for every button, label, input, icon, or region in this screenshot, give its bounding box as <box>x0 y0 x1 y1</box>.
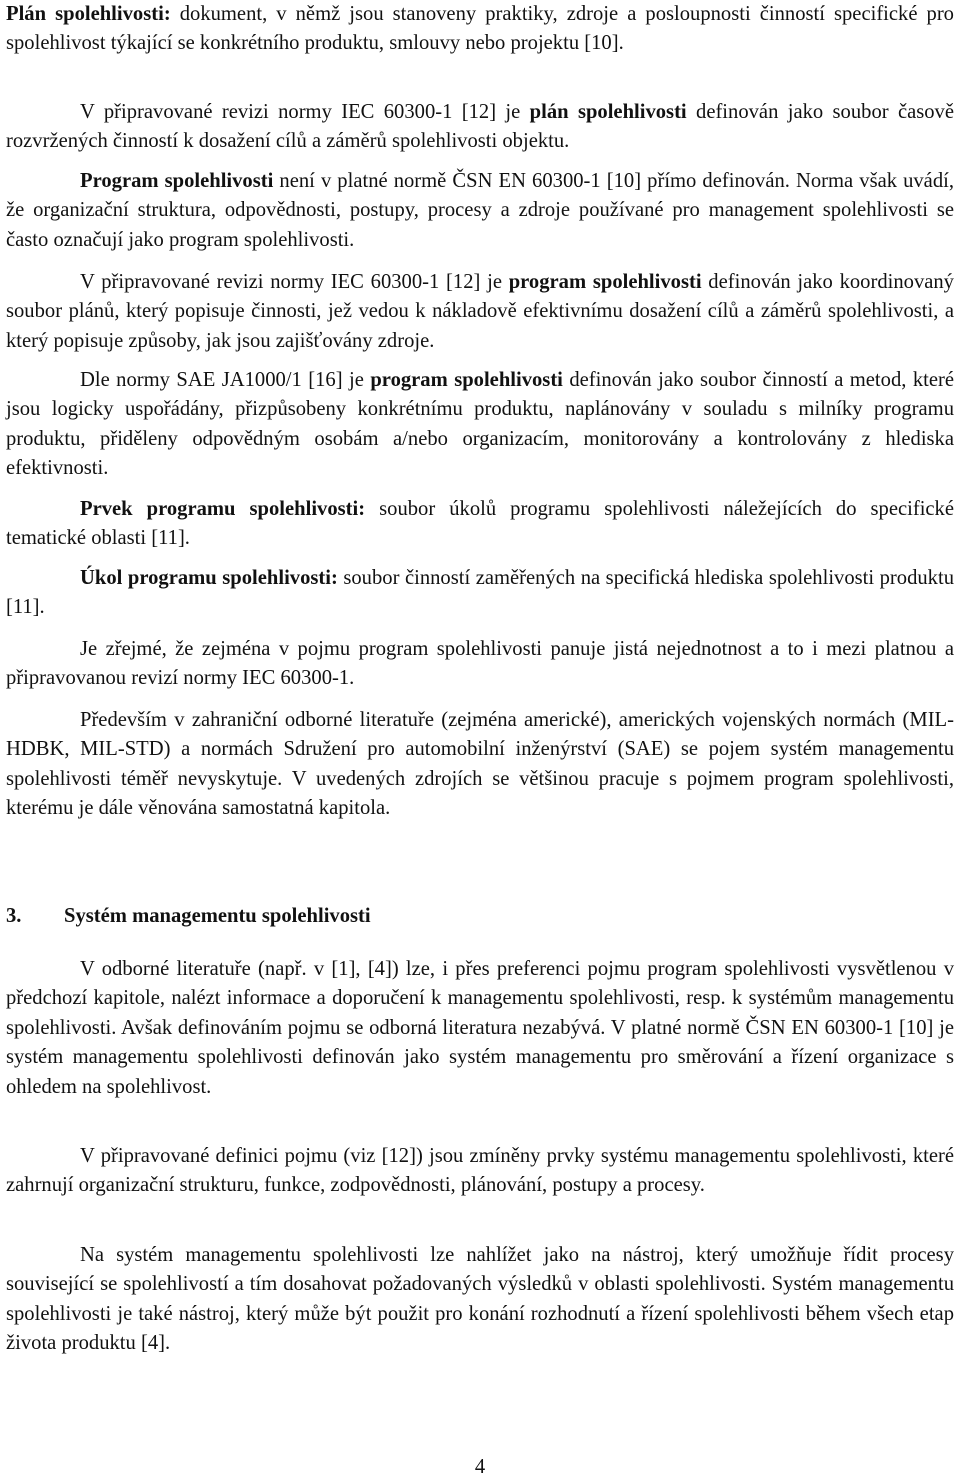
paragraph-program-sae <box>6 366 954 484</box>
paragraph-plan-revision <box>6 98 954 157</box>
text-run: dokument, v němž jsou stanoveny praktiky, zdroje a posloupnosti činností specifické pro spolehlivost týkající se konkrétního produktu, smlouvy nebo projektu [10]. <box>6 3 954 55</box>
bold-term: program spolehlivosti <box>508 271 702 293</box>
text-run: definován jako koordinovaný soubor plánů, který popisuje činnosti, jež vedou k nákladově efektivnímu dosažení cílů a záměrů spolehlivosti, a který popisuje způsoby, jak jsou zajišťovány zdroje. <box>6 271 954 352</box>
text-run: definován jako soubor činností a metod, které jsou logicky uspořádány, přizpůsobeny konkrétnímu produktu, naplánovány v souladu s milníky programu produktu, přiděleny odpovědným osobám a/nebo organizacím, monitorovány a kontrolovány z hlediska efektivnosti. <box>6 369 954 480</box>
bold-term: Prvek programu spolehlivosti: <box>80 498 366 520</box>
paragraph-program-element <box>6 495 954 554</box>
paragraph-foreign-literature <box>6 706 954 824</box>
bold-term: Úkol programu spolehlivosti: <box>80 567 338 589</box>
text-run: definován jako soubor časově rozvržených činností k dosažení cílů a záměrů spolehlivosti objektu. <box>6 101 954 153</box>
paragraph-program-revision <box>6 268 954 356</box>
text-run: Na systém managementu spolehlivosti lze nahlížet jako na nástroj, který umožňuje řídit procesy související se spolehlivostí a tím dosahovat požadovaných výsledků v oblasti spolehlivosti. Systém managementu spolehlivosti je také nástroj, který může být použit pro konání rozhodnutí a řízení spolehlivosti během všech etap života produktu [4]. <box>6 1244 954 1355</box>
bold-term: plán spolehlivosti <box>529 101 687 123</box>
text-run: není v platné normě ČSN EN 60300-1 [10] přímo definován. Norma však uvádí, že organizační struktura, odpovědnosti, postupy, procesy a zdroje používané pro management spolehlivosti se často označují jako program spolehlivosti. <box>6 170 954 251</box>
text-run: V připravované revizi normy IEC 60300-1 [12] je <box>80 271 509 293</box>
page-number: 4 <box>474 1456 486 1478</box>
paragraph-program-csn <box>6 167 954 255</box>
text-run: soubor činností zaměřených na specifická hlediska spolehlivosti produktu [11]. <box>6 567 954 619</box>
paragraph-prepared-definition <box>6 1142 954 1201</box>
paragraph-plan-definition <box>6 0 954 59</box>
text-run: Je zřejmé, že zejména v pojmu program spolehlivosti panuje jistá nejednotnost a to i mezi platnou a připravovanou revizí normy IEC 60300-1. <box>6 638 954 690</box>
section-number: 3. <box>6 905 22 927</box>
text-run: V připravované revizi normy IEC 60300-1 [12] je <box>80 101 530 123</box>
section-heading <box>6 902 954 931</box>
text-run: soubor úkolů programu spolehlivosti náležejících do specifické tematické oblasti [11]. <box>6 498 954 550</box>
paragraph-inconsistency <box>6 635 954 694</box>
bold-term: Program spolehlivosti <box>80 170 274 192</box>
bold-term: Plán spolehlivosti: <box>6 3 171 25</box>
text-run: Především v zahraniční odborné literatuře (zejména americké), amerických vojenských normách (MIL-HDBK, MIL-STD) a normách Sdružení pro automobilní inženýrství (SAE) se pojem systém managementu spolehlivosti téměř nevyskytuje. V uvedených zdrojích se většinou pracuje s pojmem program spolehlivosti, kterému je dále věnována samostatná kapitola. <box>6 709 954 820</box>
paragraph-management-tool <box>6 1241 954 1359</box>
document-page <box>6 0 954 1484</box>
bold-term: program spolehlivosti <box>370 369 563 391</box>
text-run: Dle normy SAE JA1000/1 [16] je <box>80 369 371 391</box>
section-title: Systém managementu spolehlivosti <box>64 905 371 927</box>
text-run: V odborné literatuře (např. v [1], [4]) lze, i přes preferenci pojmu program spolehlivosti vysvětlenou v předchozí kapitole, nalézt informace a doporučení k managementu spolehlivosti, resp. k systémům managementu spolehlivosti. Avšak definováním pojmu se odborná literatura nezabývá. V platné normě ČSN EN 60300-1 [10] je systém managementu spolehlivosti definován jako systém managementu pro směrování a řízení organizace s ohledem na spolehlivost. <box>6 958 954 1098</box>
paragraph-literature-definition <box>6 955 954 1102</box>
text-run: V připravované definici pojmu (viz [12]) jsou zmíněny prvky systému managementu spolehlivosti, které zahrnují organizační strukturu, funkce, zodpovědnosti, plánování, postupy a procesy. <box>6 1145 954 1197</box>
paragraph-program-task <box>6 564 954 623</box>
